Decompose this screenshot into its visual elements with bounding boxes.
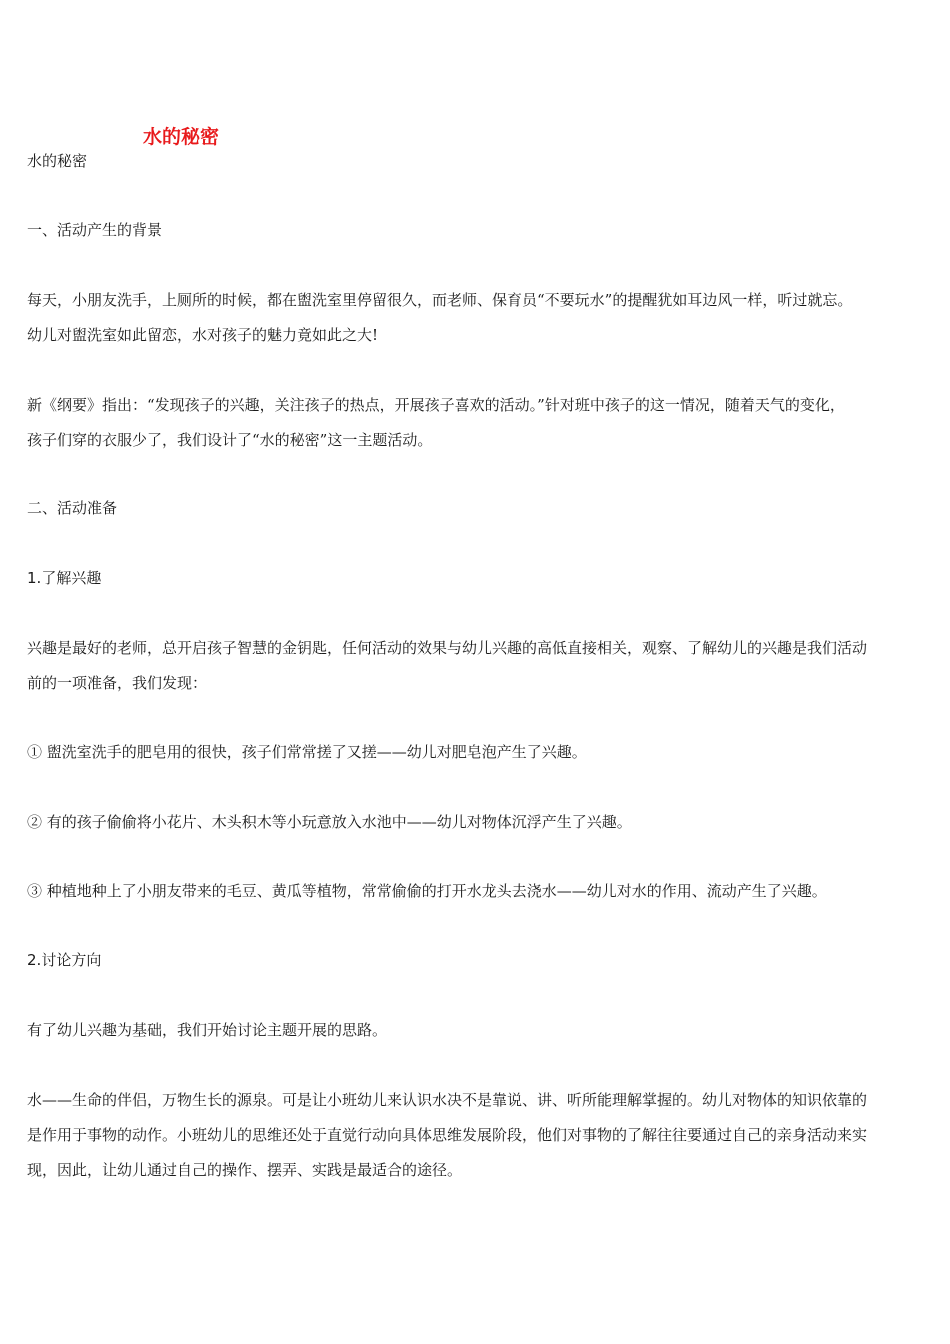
- text-line: 每天，小朋友洗手，上厕所的时候，都在盥洗室里停留很久，而老师、保育员“不要玩水”的提醒犹如耳边风一样，听过就忘。: [27, 291, 853, 309]
- text-line: 新《纲要》指出：“发现孩子的兴趣，关注孩子的热点，开展孩子喜欢的活动。”针对班中孩子的这一情况，随着天气的变化，: [27, 396, 845, 414]
- list-item: ② 有的孩子偷偷将小花片、木头积木等小玩意放入水池中——幼儿对物体沉浮产生了兴趣。: [27, 813, 632, 831]
- subsection-number: 1.: [27, 569, 42, 587]
- subsection-heading-interest: [27, 561, 927, 596]
- text-line: 是作用于事物的动作。小班幼儿的思维还处于直觉行动向具体思维发展阶段，他们对事物的了解往往要通过自己的亲身活动来实: [27, 1126, 868, 1144]
- text-line: 水——生命的伴侣，万物生长的源泉。可是让小班幼儿来认识水决不是靠说、讲、听所能理解掌握的。幼儿对物体的知识依靠的: [27, 1091, 868, 1109]
- text-line: 前的一项准备，我们发现：: [27, 674, 208, 692]
- subsection-number: 2.: [27, 951, 42, 969]
- text-line: 幼儿对盥洗室如此留恋，水对孩子的魅力竟如此之大!: [27, 326, 379, 344]
- section-heading-preparation: 二、活动准备: [27, 499, 118, 517]
- subsection-heading-discussion: [27, 943, 927, 978]
- text-line: 兴趣是最好的老师，总开启孩子智慧的金钥匙，任何活动的效果与幼儿兴趣的高低直接相关，观察、了解幼儿的兴趣是我们活动: [27, 639, 868, 657]
- paragraph-interest: [27, 631, 923, 701]
- list-item: ③ 种植地种上了小朋友带来的毛豆、黄瓜等植物，常常偷偷的打开水龙头去浇水——幼儿对水的作用、流动产生了兴趣。: [27, 882, 827, 900]
- paragraph-background-2: [27, 388, 923, 458]
- text-line: 现，因此，让幼儿通过自己的操作、摆弄、实践是最适合的途径。: [27, 1161, 463, 1179]
- paragraph-discussion-1: 有了幼儿兴趣为基础，我们开始讨论主题开展的思路。: [27, 1021, 388, 1039]
- paragraph-background-1: [27, 283, 923, 353]
- list-item: ① 盥洗室洗手的肥皂用的很快，孩子们常常搓了又搓——幼儿对肥皂泡产生了兴趣。: [27, 743, 587, 761]
- paragraph-discussion-2: [27, 1083, 923, 1188]
- subsection-title: 讨论方向: [41, 951, 102, 969]
- section-heading-background: 一、活动产生的背景: [27, 221, 163, 239]
- document-subtitle: 水的秘密: [27, 152, 88, 170]
- page-title: 水的秘密: [143, 126, 220, 148]
- subsection-title: 了解兴趣: [41, 569, 102, 587]
- text-line: 孩子们穿的衣服少了，我们设计了“水的秘密”这一主题活动。: [27, 431, 433, 449]
